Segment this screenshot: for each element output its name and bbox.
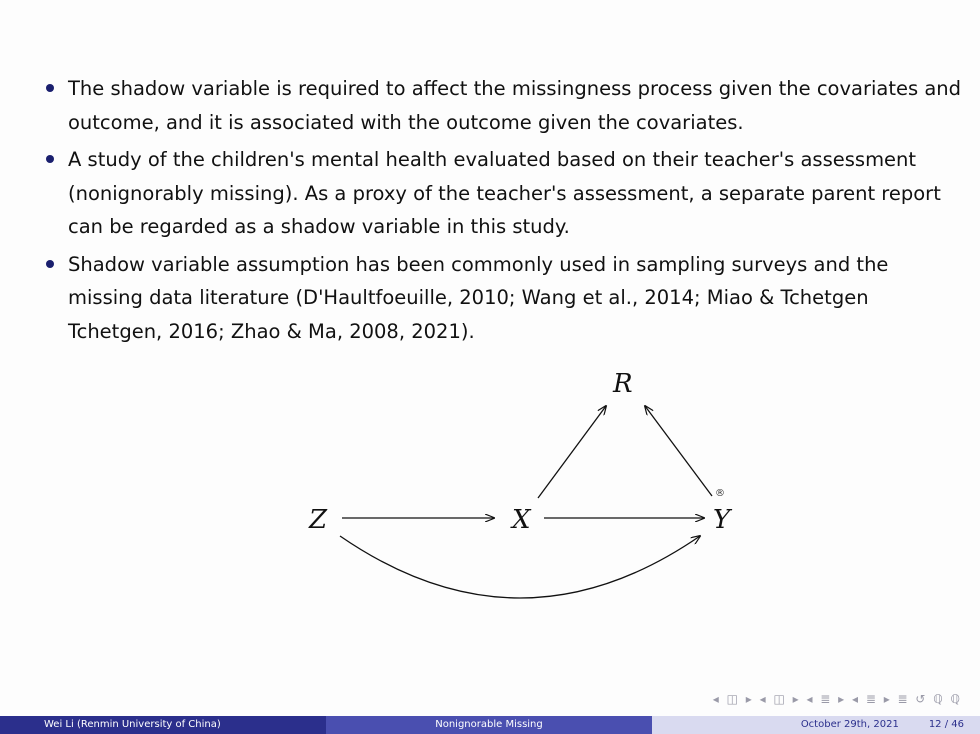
bullet-dot-icon xyxy=(46,84,54,92)
bullet-dot-icon xyxy=(46,155,54,163)
node-r: R xyxy=(613,369,633,399)
edge-y-r xyxy=(645,406,712,496)
bullet-list xyxy=(46,72,966,352)
beamer-navigation-icons[interactable]: ◂ ◫ ▸ ◂ ◫ ▸ ◂ ≣ ▸ ◂ ≣ ▸ ≣ ↺ ℚ ℚ xyxy=(712,692,962,706)
bullet-dot-icon xyxy=(46,260,54,268)
footer-right xyxy=(652,716,980,734)
bullet-item xyxy=(46,143,966,244)
bullet-text: Shadow variable assumption has been commonly used in sampling surveys and the missing data literature (D'Haultfoeuille, 2010; Wang et al., 2014; Miao & Tchetgen Tchetgen, 2016; Zhao & Ma, 2008, 2021). xyxy=(68,252,889,343)
bullet-text: The shadow variable is required to affect the missingness process given the covariates and outcome, and it is associated with the outcome given the covariates. xyxy=(68,77,962,134)
node-y: Y xyxy=(713,505,731,535)
footer-date: October 29th, 2021 xyxy=(800,719,899,730)
edge-x-r xyxy=(538,406,606,498)
edge-z-y xyxy=(340,536,700,598)
footer-title: Nonignorable Missing xyxy=(326,716,652,734)
node-z: Z xyxy=(309,505,328,535)
footer-page-number: 12 / 46 xyxy=(928,719,964,730)
node-x: X xyxy=(512,505,531,535)
bullet-text: A study of the children's mental health evaluated based on their teacher's assessment (nonignorably missing). As a proxy of the teacher's assessment, a separate parent report can be regarded as a shadow variable in this study. xyxy=(68,148,941,238)
shadow-variable-dag xyxy=(0,360,980,620)
footer-bar xyxy=(0,716,980,734)
footer-author: Wei Li (Renmin University of China) xyxy=(0,716,326,734)
bullet-item xyxy=(46,72,966,139)
edge-mark-symbol: ® xyxy=(715,488,725,499)
bullet-item xyxy=(46,248,966,349)
